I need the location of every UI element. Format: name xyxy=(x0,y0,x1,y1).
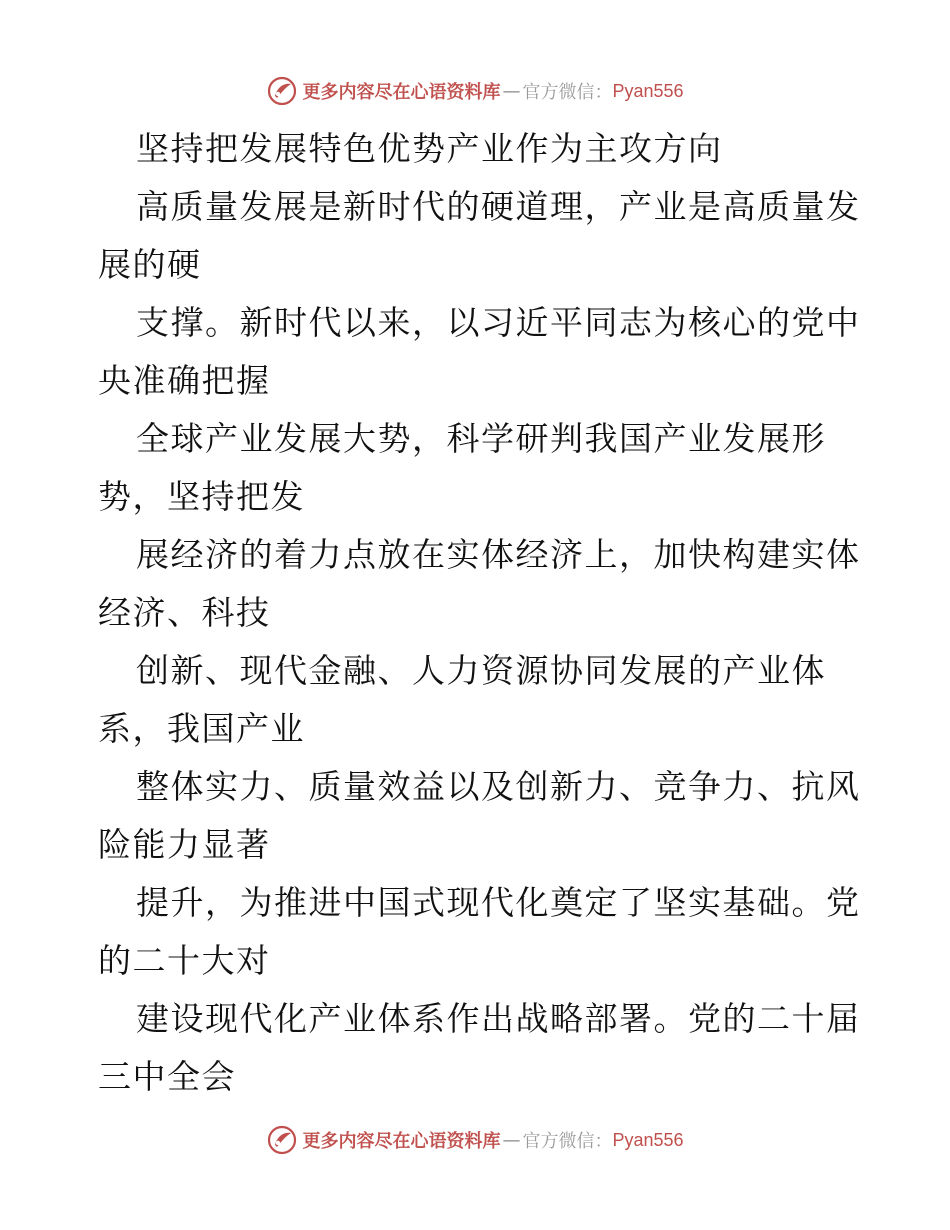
document-line: 险能力显著 xyxy=(98,825,271,864)
banner-brand-text: 更多内容尽在心语资料库 xyxy=(302,82,501,103)
banner-brand-text: 更多内容尽在心语资料库 xyxy=(302,1131,501,1152)
banner-wechat-id: Pyan556 xyxy=(612,80,684,101)
document-line: 提升，为推进中国式现代化奠定了坚实基础。党 xyxy=(136,883,861,922)
banner-separator: — xyxy=(502,80,521,102)
banner-wechat-id: Pyan556 xyxy=(612,1129,684,1150)
brand-logo-icon xyxy=(266,75,298,107)
footer-banner xyxy=(0,1120,950,1160)
document-line: 支撑。新时代以来，以习近平同志为核心的党中 xyxy=(136,303,861,342)
brand-logo-icon xyxy=(266,1124,298,1156)
document-line: 经济、科技 xyxy=(98,593,271,632)
banner-wechat-label: 官方微信： xyxy=(522,1131,613,1152)
document-line: 创新、现代金融、人力资源协同发展的产业体 xyxy=(136,651,826,690)
banner-separator: — xyxy=(502,1129,521,1151)
document-line: 三中全会 xyxy=(98,1057,236,1096)
document-line: 势，坚持把发 xyxy=(98,477,305,516)
document-line: 系，我国产业 xyxy=(98,709,305,748)
document-line: 的二十大对 xyxy=(98,941,271,980)
document-body xyxy=(98,120,861,1106)
document-line: 高质量发展是新时代的硬道理，产业是高质量发 xyxy=(136,187,861,226)
document-line: 建设现代化产业体系作出战略部署。党的二十届 xyxy=(136,999,861,1038)
header-banner xyxy=(0,71,950,111)
document-line: 整体实力、质量效益以及创新力、竞争力、抗风 xyxy=(136,767,861,806)
document-line: 展的硬 xyxy=(98,245,202,284)
document-line: 全球产业发展大势，科学研判我国产业发展形 xyxy=(136,419,826,458)
document-line: 展经济的着力点放在实体经济上，加快构建实体 xyxy=(136,535,861,574)
document-line: 坚持把发展特色优势产业作为主攻方向 xyxy=(136,129,723,168)
document-line: 央准确把握 xyxy=(98,361,271,400)
banner-wechat-label: 官方微信： xyxy=(522,82,613,103)
